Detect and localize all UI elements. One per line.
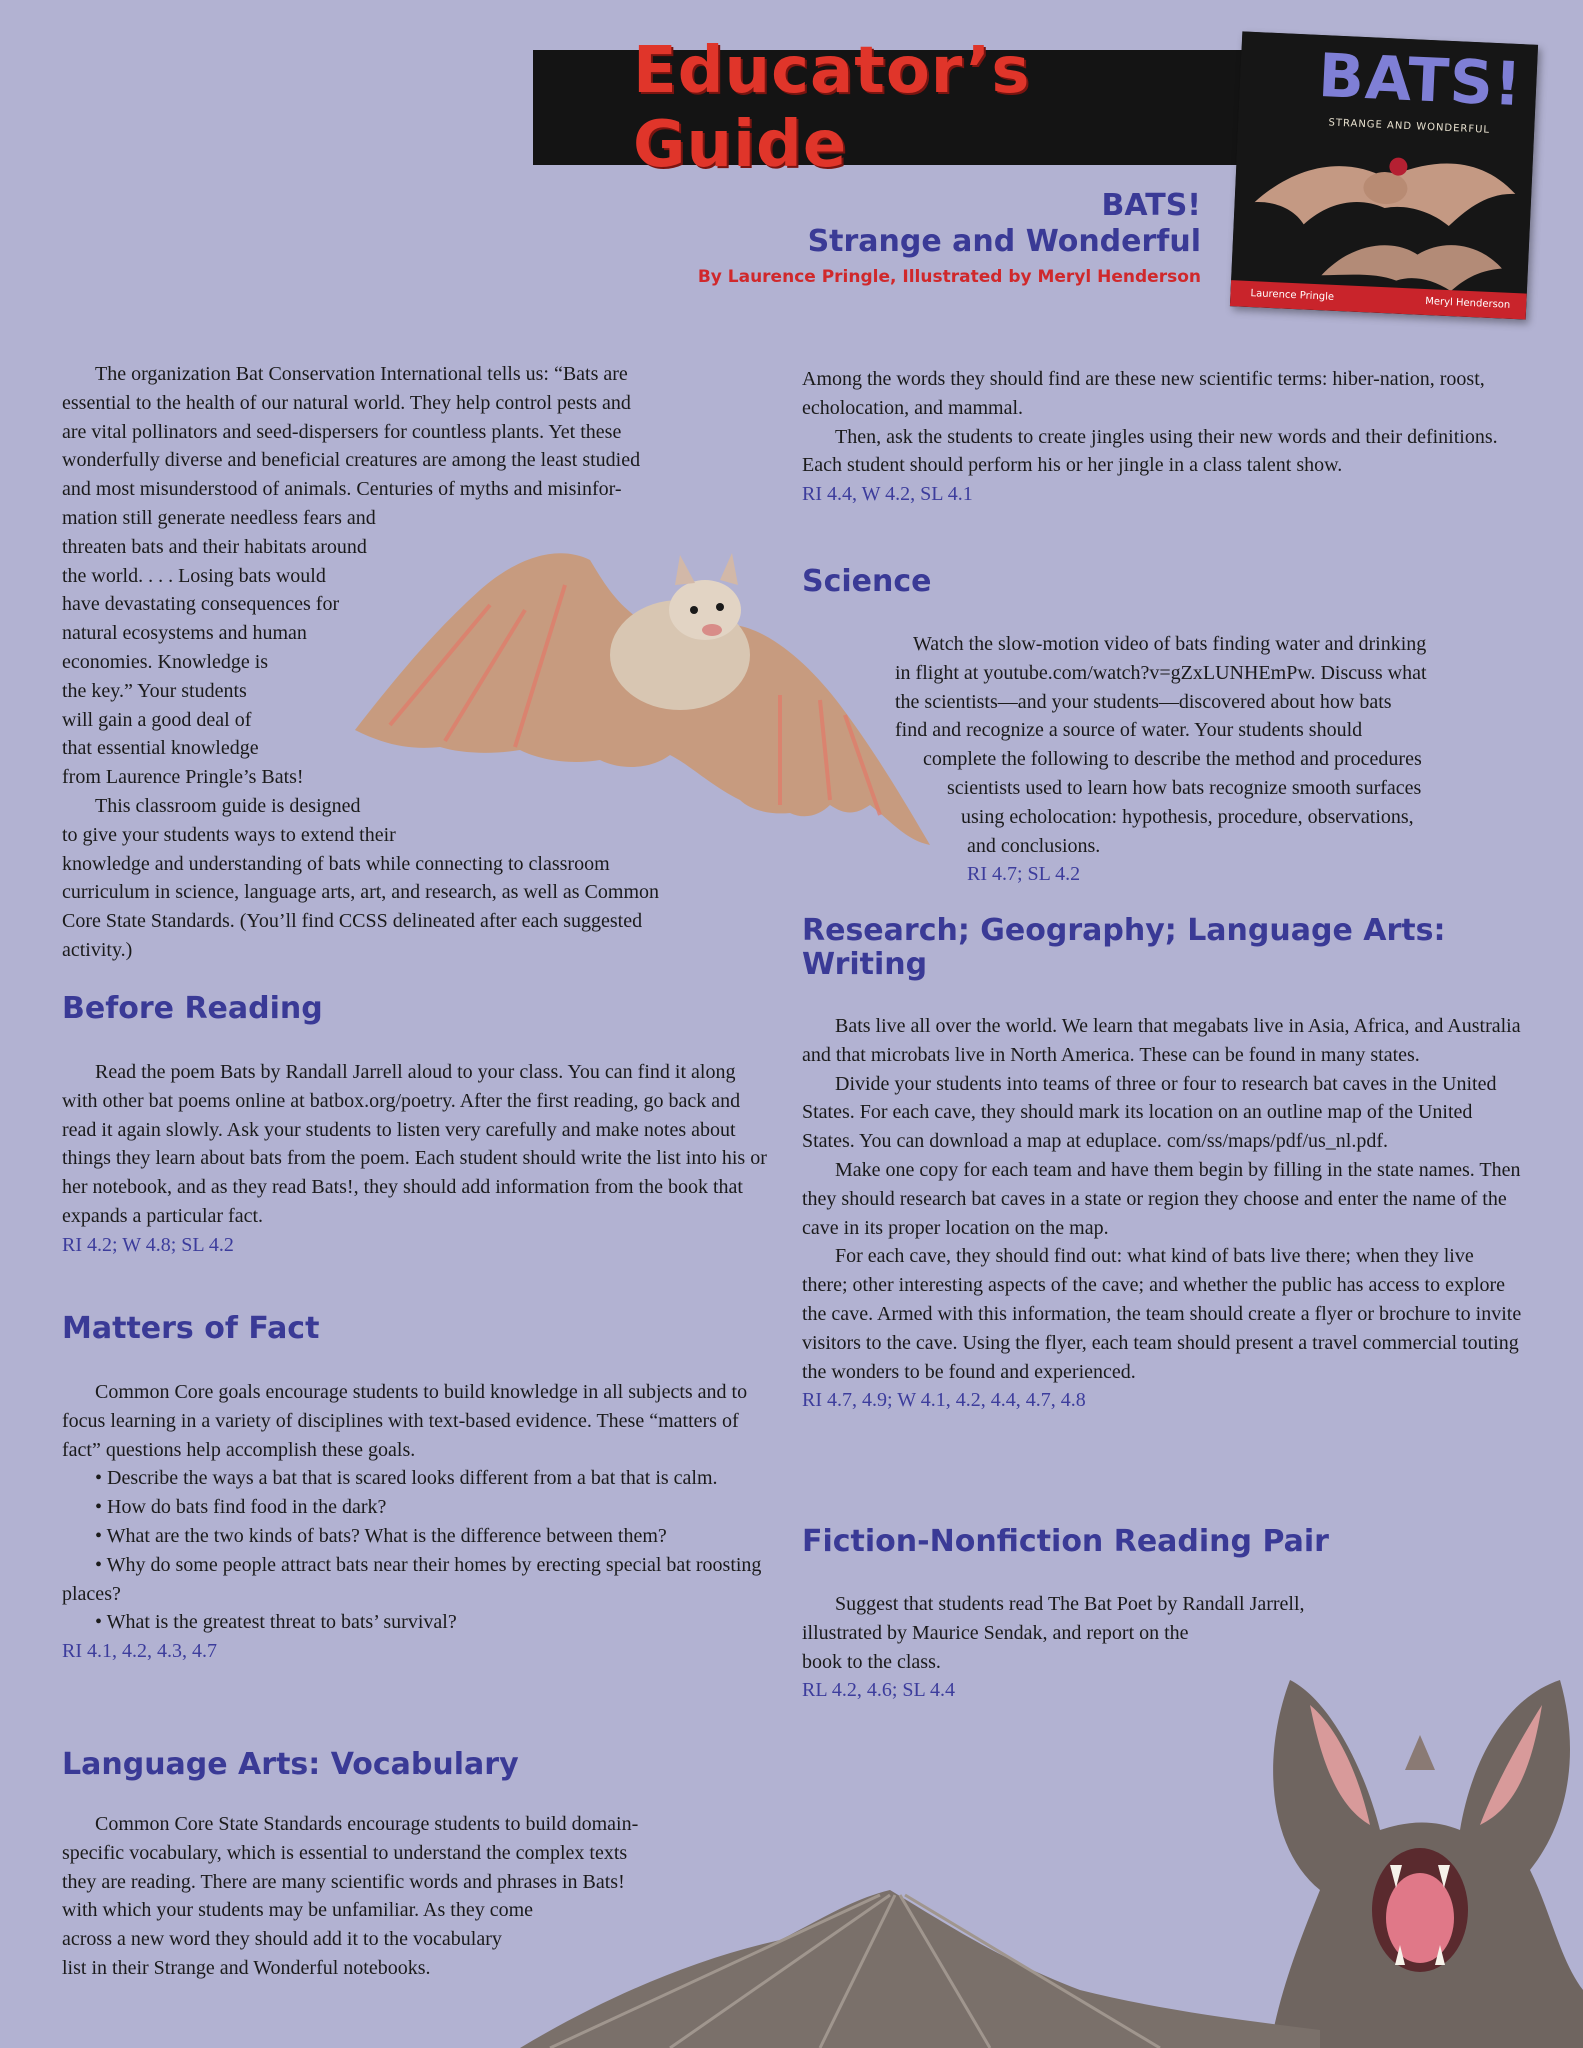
banner-title: Educator’s Guide [633,33,1031,182]
heading-science: Science [802,564,932,599]
cover-title: BATS! [1316,40,1524,121]
intro-line: Core State Standards. (You’ll find CCSS delineated after each suggested [62,910,643,933]
intro-line: from Laurence Pringle’s Bats! [62,766,304,789]
question-item: • Describe the ways a bat that is scared looks different from a bat that is calm. [95,1467,718,1490]
book-cover-image [1230,31,1538,319]
science-section [895,630,1535,889]
question-item: • How do bats find food in the dark? [95,1496,387,1519]
science-line: the scientists—and your students—discovered about how bats [895,690,1392,713]
science-standards: RI 4.7; SL 4.2 [967,863,1081,886]
fiction-pair-standards: RL 4.2, 4.6; SL 4.4 [802,1679,955,1702]
research-text: Bats live all over the world. We learn that megabats live in Asia, Africa, and Australia and that microbats live in North America. These can be found in many states. [802,1015,1521,1066]
matters-of-fact-text: Common Core goals encourage students to build knowledge in all subjects and to focus learning in a variety of disciplines with text-based evidence. These “matters of fact” questions help accomplish these goals. [62,1381,748,1461]
fiction-pair-section [802,1590,1522,1705]
book-title: BATS! [1101,188,1201,223]
intro-line: The organization Bat Conservation International tells us: “Bats are [95,363,628,385]
cover-subtitle: STRANGE AND WONDERFUL [1328,117,1491,136]
science-line: in flight at youtube.com/watch?v=gZxLUNHEmPw. Discuss what [895,661,1427,684]
heading-vocabulary: Language Arts: Vocabulary [62,1747,519,1782]
fiction-pair-line: illustrated by Maurice Sendak, and report on the [802,1621,1189,1644]
byline: By Laurence Pringle, Illustrated by Meryl Henderson [697,267,1201,287]
question-item: • Why do some people attract bats near their homes by erecting special bat roosting places? [62,1553,762,1605]
vocabulary-line: Common Core State Standards encourage students to build domain- [95,1813,639,1835]
intro-line: are vital pollinators and seed-dispersers for countless plants. Yet these [62,420,622,443]
heading-before-reading: Before Reading [62,991,323,1026]
intro-line: to give your students ways to extend their [62,823,396,846]
research-text: Divide your students into teams of three or four to research bat caves in the United States. For each cave, they should mark its location on an outline map of the United States. You can download a map at eduplace. com/ss/maps/pdf/us_nl.pdf. [802,1072,1497,1153]
intro-line: curriculum in science, language arts, art, and research, as well as Common [62,881,660,904]
science-line: Watch the slow-motion video of bats finding water and drinking [913,633,1427,655]
header-banner [533,33,1248,182]
vocabulary-continued [802,365,1522,509]
intro-line: threaten bats and their habitats around [62,535,367,558]
intro-line: natural ecosystems and human [62,622,307,645]
before-reading-section [62,1058,767,1260]
intro-line: that essential knowledge [62,737,259,760]
intro-line: knowledge and understanding of bats while connecting to classroom [62,852,610,875]
matters-of-fact-standards: RI 4.1, 4.2, 4.3, 4.7 [62,1640,217,1663]
intro-line: mation still generate needless fears and [62,506,376,529]
vocabulary-line: with which your students may be unfamiliar. As they come [62,1899,534,1922]
vocabulary-line: list in their Strange and Wonderful notebooks. [62,1956,431,1979]
cover-illustrator: Meryl Henderson [1425,296,1511,311]
research-standards: RI 4.7, 4.9; W 4.1, 4.2, 4.4, 4.7, 4.8 [802,1389,1086,1412]
intro-line: the key.” Your students [62,679,247,702]
before-reading-text: Read the poem Bats by Randall Jarrell aloud to your class. You can find it along with other bat poems online at batbox.org/poetry. After the first reading, go back and read it again slowly. Ask your students to listen very carefully and make notes about things they learn about bats from the poem. Each student should write the list into his or her notebook, and as they read Bats!, they should add information from the book that expands a particular fact. [62,1061,767,1227]
heading-research-line2: Writing [802,947,928,982]
matters-of-fact-section [62,1378,772,1666]
intro-line: and most misunderstood of animals. Centuries of myths and misinfor- [62,478,622,501]
heading-research-line1: Research; Geography; Language Arts: [802,913,1446,948]
fiction-pair-line: Suggest that students read The Bat Poet by Randall Jarrell, [835,1593,1305,1615]
intro-line: economies. Knowledge is [62,650,269,673]
vocabulary-standards: RI 4.4, W 4.2, SL 4.1 [802,483,973,506]
intro-line: will gain a good deal of [62,708,252,731]
heading-research [802,914,1445,982]
question-item: • What are the two kinds of bats? What is the difference between them? [95,1524,667,1547]
vocabulary-line: they are reading. There are many scientific words and phrases in Bats! [62,1870,625,1893]
intro-line: activity.) [62,938,133,961]
vocabulary-line: specific vocabulary, which is essential to understand the complex texts [62,1841,628,1864]
research-text: Make one copy for each team and have them begin by filling in the state names. Then they should research bat caves in a state or region they choose and enter the name of the cave in its proper location on the map. [802,1158,1521,1239]
question-item: • What is the greatest threat to bats’ survival? [95,1611,457,1634]
science-line: and conclusions. [967,834,1101,857]
cover-author: Laurence Pringle [1250,288,1335,303]
science-line: complete the following to describe the method and procedures [923,748,1422,771]
intro-line: have devastating consequences for [62,593,340,616]
intro-line: essential to the health of our natural world. They help control pests and [62,391,631,414]
vocabulary-continued-text: Among the words they should find are these new scientific terms: hiber-nation, roost, echolocation, and mammal. [802,368,1485,419]
science-line: using echolocation: hypothesis, procedure, observations, [961,805,1414,828]
intro-section [62,360,762,965]
intro-line: This classroom guide is designed [95,794,361,817]
intro-line: the world. . . . Losing bats would [62,564,326,587]
vocabulary-line: across a new word they should add it to the vocabulary [62,1928,502,1951]
science-line: find and recognize a source of water. Your students should [895,719,1363,742]
research-section [802,1012,1522,1415]
vocabulary-section [62,1810,762,1983]
intro-line: wonderfully diverse and beneficial creatures are among the least studied [62,449,641,472]
research-text: For each cave, they should find out: what kind of bats live there; when they live there; other interesting aspects of the cave; and whether the public has access to explore the cave. Armed with this information, the team should create a flyer or brochure to invite visitors to the cave. Using the flyer, each team should present a travel commercial touting the wonders to be found and experienced. [802,1245,1522,1383]
heading-matters-of-fact: Matters of Fact [62,1311,320,1346]
heading-fiction-pair: Fiction-Nonfiction Reading Pair [802,1524,1329,1559]
before-reading-standards: RI 4.2; W 4.8; SL 4.2 [62,1233,234,1256]
science-line: scientists used to learn how bats recognize smooth surfaces [947,776,1422,799]
book-subtitle: Strange and Wonderful [807,224,1201,259]
book-title-block [698,188,1201,292]
fiction-pair-line: book to the class. [802,1650,941,1673]
vocabulary-jingle-text: Then, ask the students to create jingles using their new words and their definitions. Each student should perform his or her jingle in a class talent show. [802,425,1498,477]
